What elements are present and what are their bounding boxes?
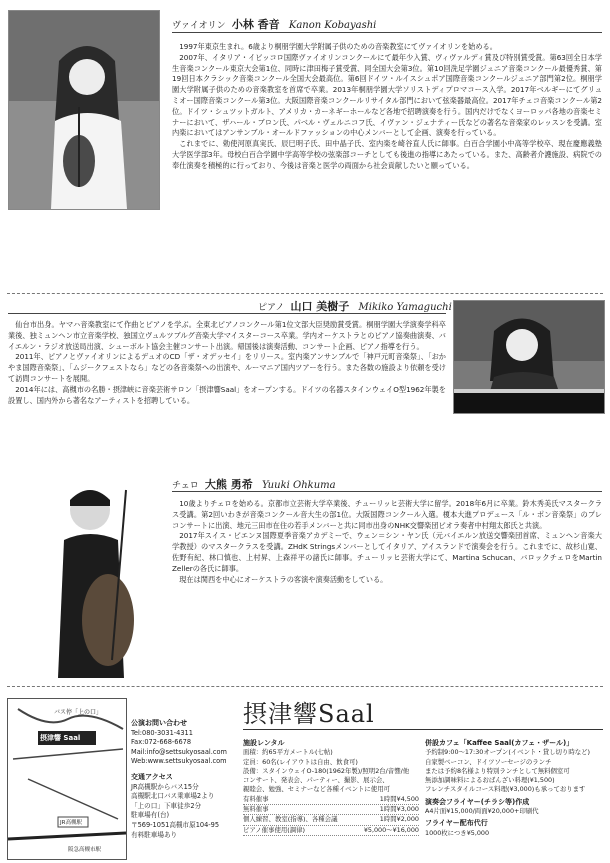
rental-heading: 施設レンタル <box>243 739 285 747</box>
pianist-role: ピアノ <box>258 303 285 313</box>
map-label-saal: 摂津響 Saal <box>40 734 81 742</box>
cellist-bio-paragraph: 10歳よりチェロを始める。京都市立芸術大学卒業後、チューリッヒ芸術大学に留学。2018年6月に卒業。鈴木秀美氏マスタークラス受講。第2回いわきが音楽コンクール音大生の部1位。大阪国際コンクール入選。榎本大進プロデュース「ル・ポン音楽祭」のプレコンサートに出演、地元三田市在住の若手メンバーと共に同市出身のNHK交響楽団ビオラ奏者中村翔太郎氏と共演。 <box>172 499 602 530</box>
cellist-bio-paragraph: 2017年スイス・ビエンヌ国際夏季音楽アカデミーで、ウェン＝シン・ヤン氏（元バイエルン放送交響楽団首席、ミュンヘン音楽大学教授）のマスタークラスを受講。ZHdK Stringsメンバーとしてイタリア、アイスランドで演奏会を行う。これまでに、故杉山寛、佐野有紀、林口慎也、上村昇、上森祥平の諸氏に師事。チューリッヒ芸術大学にて、Martina Schucan、バロックチェロをMartin Zellerの各氏に師事。 <box>172 531 602 573</box>
contact-web[interactable]: Web:www.settsukyosaal.com <box>131 757 227 766</box>
cellist-photo <box>8 470 158 678</box>
map-label-bus: バス停「上の口」 <box>54 709 103 716</box>
violinist-image <box>9 11 159 209</box>
price-row <box>243 815 419 825</box>
logo-rule <box>243 729 603 730</box>
pianist-photo <box>453 300 605 414</box>
violinist-name-rule <box>172 32 602 33</box>
access-line: 〒569-1051高槻市原104-95 <box>131 820 220 829</box>
violinist-bio <box>172 42 602 172</box>
pianist-name-line <box>258 298 452 314</box>
violinist-name-line <box>172 16 376 32</box>
rental-line: 定員：60名(レイアウトは自由、飲食可) <box>243 757 358 766</box>
access-line: 「上の口」下車徒歩2分 <box>131 801 202 810</box>
rental-line: コンサート、発表会、パーティー、撮影、展示会、 <box>243 776 389 785</box>
cafe-heading: 併設カフェ「Kaffee Saal(カフェ・ザール)」 <box>425 739 574 747</box>
section-divider <box>7 293 603 294</box>
access-line: 有料駐車場あり <box>131 830 178 839</box>
cafe-line: フレンチスタイルコース料理(¥3,000)も承っております <box>425 785 586 794</box>
cellist-romaji: Yuuki Ohkuma <box>261 480 336 491</box>
violinist-bio-paragraph: これまでに、勅使河原真実氏、辰巳明子氏、田中晶子氏、室内楽を崎谷直人氏に師事。白百合学園小中高等学校卒、現在慶應義塾大学医学部3年。母校白百合学園中学高等学校の弦楽部コーチとしても後進の指導にあたっている。また、高齢者介護施設、病院での奉仕演奏を積極的に行っており、今後は音楽と医学の両面から社会貢献したいと願っている。 <box>172 139 602 170</box>
cellist-name-rule <box>172 491 602 492</box>
pianist-name-rule <box>8 313 446 314</box>
cellist-name-line <box>172 476 336 492</box>
cellist-name: 大熊 勇希 <box>204 478 253 491</box>
price-value: 1時間¥3,000 <box>379 805 419 814</box>
access-line: 駐車場有(台) <box>131 811 170 820</box>
price-label: 個人練習、教室(指導)、各種会議 <box>243 815 338 824</box>
access-line: 高槻駅北口バス乗車場2より <box>131 792 215 801</box>
price-row <box>243 795 419 805</box>
contact-fax: Fax:072-668-6678 <box>131 738 192 747</box>
price-label: 有料催事 <box>243 794 269 803</box>
map-drawing <box>8 699 126 859</box>
map-label-station: JR高槻駅 <box>60 820 82 826</box>
cellist-role: チェロ <box>172 481 199 491</box>
footer-divider <box>7 686 603 687</box>
price-label: 無料催事 <box>243 805 269 814</box>
pianist-romaji: Mikiko Yamaguchi <box>358 302 452 313</box>
rental-line: 面積：約65平方メートル(七帖) <box>243 748 333 757</box>
cellist-bio <box>172 499 602 585</box>
pianist-bio <box>8 320 446 406</box>
pianist-bio-paragraph: 2011年、ピアノとヴァイオリンによるデュオのCD「ザ・オデッセイ」をリリース。室内楽アンサンブルで「神戸元町音楽祭」、「おかやま国際音楽祭」、「ムジークフェストなら」などの各音楽祭への出演や、ルーマニア国内ツアーを行う。また各数の施設より依頼を受けて訪問コンサートを展開。 <box>8 352 446 383</box>
price-value: ¥5,000～¥16,000 <box>363 825 419 834</box>
access-line: JR高槻駅からバス15分 <box>131 782 199 791</box>
rental-line: 親睦会、勉強、セミナーなど各種イベントに使用可 <box>243 785 390 794</box>
cellist-bio-paragraph: 現在は関西を中心にオーケストラの客演や演奏活動をしている。 <box>179 574 388 584</box>
violinist-bio-paragraph: 1997年東京生まれ。6歳より桐朋学園大学附属子供のための音楽教室にてヴァイオリンを始める。 <box>179 42 497 51</box>
cafe-line: 自家製ベーコン、ドイツソーセージのランチ <box>425 757 552 766</box>
price-value: 1時間¥2,000 <box>379 815 419 824</box>
cafe-block <box>425 739 603 838</box>
cafe-line: または予約8名様より特別ランチとして無料個室可 <box>425 766 570 775</box>
cellist-image <box>8 470 158 678</box>
price-row <box>243 826 419 836</box>
map-label-hankyu: 阪急高槻市駅 <box>68 847 102 853</box>
contact-heading: 公演お問い合わせ <box>131 719 187 727</box>
cafe-line: 予約制9:00～17:30オープン(イベント・貸し切り時など) <box>425 748 590 757</box>
violinist-photo <box>8 10 160 210</box>
violinist-bio-paragraph: 2007年、イタリア・イビッコロ国際ヴァイオリンコンクールにて最年少入賞、ヴィヴァルディ賞及び特別賞受賞。第63回全日本学生音楽コンクール東京大会第1位、同時に津田梅子賞受賞、同全国大会第3位。第10回洗足学園ジュニア音楽コンクール最優秀賞、第19回日本クラシック音楽コンクール全国大会最高位。第6回ドイツ・ルイスシュポア国際音楽コンクールジュニア部門第2位。桐朋学園大学附属子供のための音楽教室を首席で卒業。2013年桐朋学園大学ソリストディプロマコース入学。2017年ベルギーにてグリュミオー国際音楽コンクール第3位。大阪国際音楽コンクールリサイタル部門において弦楽器最高位。2017年チェコ音楽コンクール第2位。ドイツ・シュツットガルト、アメリカ・カーネギーホールなど各地で招聘演奏を行う。国内だけでなくヨーロッパ各地の音楽セミナーにおいて、ザハール・ブロン氏、パベル・ヴェルニコフ氏、イヴァン・ジェナティー氏などの著名な音楽家のレッスンを受講。室内楽においてはアンサンブル・オールドファッションの中心メンバーとして企画、演奏を行っている。 <box>172 52 602 138</box>
price-row <box>243 805 419 815</box>
price-label: ピアノ催事使用(調律) <box>243 825 305 834</box>
violinist-romaji: Kanon Kobayashi <box>288 20 377 31</box>
price-value: 1時間¥4,500 <box>379 794 419 803</box>
pianist-bio-paragraph: 2014年には、高槻市の名勝・摂津峡に音楽芸術サロン「摂津響Saal」をオープンする。ドイツの名器スタインウェイO型1962年製を設置し、国内外から著名なアーティストを招聘している。 <box>8 384 446 405</box>
pianist-name: 山口 美樹子 <box>290 300 350 313</box>
flyer-distribution-heading: フライヤー配布代行 <box>425 819 488 828</box>
flyer-line: A4片面¥15,000/両面¥20,000+印刷代 <box>425 807 539 816</box>
access-map <box>7 698 127 860</box>
violinist-name: 小林 香音 <box>231 18 280 31</box>
cafe-line: 無添加調味料によるおばんざい料理(¥1,500) <box>425 776 555 785</box>
rental-line: 設備：スタインウェイO-180(1962年製)/照明2台/音響/他 <box>243 766 410 775</box>
contact-block <box>131 716 231 840</box>
saal-logo: 摂津響Saal <box>243 700 375 728</box>
contact-tel: Tel:080-3031-4311 <box>131 728 193 737</box>
rental-block <box>243 739 419 836</box>
flyer-distribution-line: 1000枚につき¥5,000 <box>425 828 490 837</box>
pianist-bio-paragraph: 仙台市出身。ヤマハ音楽教室にて作曲とピアノを学ぶ。全東北ピアノコンクール第1位文部大臣奨励賞受賞。桐朋学園大学演奏学科卒業後、独ミュンヘン市立音楽学校、独国立ヴュルツブルグ音楽大学マイスターコース卒業。学内オーケストラとのピアノ協奏曲演奏、バイエルン・ラジオ放送局出演、シューボルト協会主催コンサート出演。帰国後は演奏活動、コンサート企画、ピアノ指導を行う。 <box>8 320 446 351</box>
pianist-image <box>454 301 604 413</box>
flyer-heading: 演奏会フライヤー(チラシ等)作成 <box>425 797 530 806</box>
contact-mail[interactable]: Mail:info@settsukyosaal.com <box>131 747 227 756</box>
violinist-role: ヴァイオリン <box>172 21 226 31</box>
access-heading: 交通アクセス <box>131 772 173 781</box>
